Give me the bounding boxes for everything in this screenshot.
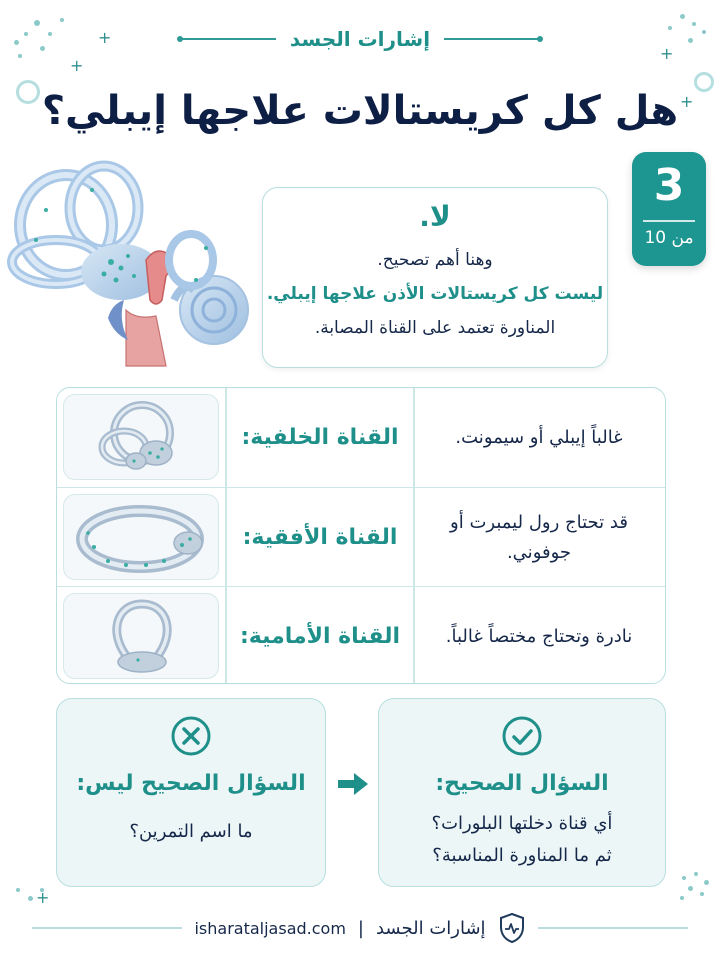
inner-ear-illustration xyxy=(6,150,256,375)
brand-header xyxy=(0,24,720,54)
anterior-canal-image xyxy=(63,593,219,679)
horizontal-canal-image xyxy=(63,494,219,580)
shield-pulse-icon xyxy=(498,912,526,944)
correct-question-line-2: ثم ما المناورة المناسبة؟ xyxy=(432,845,612,866)
correct-question-title: السؤال الصحيح: xyxy=(435,771,609,796)
canal-row-anterior xyxy=(57,586,666,684)
plus-icon: + xyxy=(70,56,84,75)
counter-total: من 10 xyxy=(644,228,694,248)
canal-description: قد تحتاج رول ليمبرت أو جوفوني. xyxy=(450,511,628,563)
answer-line-3: المناورة تعتمد على القناة المصابة. xyxy=(314,318,556,338)
counter-divider xyxy=(643,220,695,222)
column-divider xyxy=(413,388,415,487)
answer-short: لا. xyxy=(419,200,451,233)
counter-number: 3 xyxy=(653,160,685,211)
canal-row-horizontal xyxy=(57,487,666,586)
canal-name: القناة الخلفية: xyxy=(241,425,399,450)
wrong-question-title: السؤال الصحيح ليس: xyxy=(76,771,306,796)
footer-separator: | xyxy=(357,917,364,939)
canal-description: غالباً إيبلي أو سيمونت. xyxy=(455,426,623,448)
posterior-canal-illustration xyxy=(64,395,220,481)
plus-icon: + xyxy=(680,92,694,111)
arrow-right-icon xyxy=(336,770,370,798)
canal-row-posterior xyxy=(57,388,666,487)
correct-question-line-1: أي قناة دخلتها البلورات؟ xyxy=(431,813,613,834)
wrong-question-card xyxy=(56,698,326,887)
page-title: هل كل كريستالات علاجها إيبلي؟ xyxy=(41,88,679,134)
divider-line xyxy=(444,38,539,40)
plus-icon: + xyxy=(36,888,50,907)
wrong-question-line-1: ما اسم التمرين؟ xyxy=(129,821,253,842)
x-circle-icon xyxy=(170,715,212,757)
brand-name: إشارات الجسد xyxy=(289,27,431,51)
footer-website[interactable]: isharataljasad.com xyxy=(194,918,346,938)
answer-line-1: وهنا أهم تصحيح. xyxy=(377,250,493,270)
correct-question-card xyxy=(378,698,666,887)
column-divider xyxy=(413,587,415,684)
canal-name: القناة الأمامية: xyxy=(239,624,401,649)
footer-line xyxy=(538,927,688,929)
footer-line xyxy=(32,927,182,929)
footer-brand-name: إشارات الجسد xyxy=(375,917,486,939)
plus-icon: + xyxy=(98,28,112,47)
footer xyxy=(0,908,720,948)
posterior-canal-image xyxy=(63,394,219,480)
divider-line xyxy=(181,38,276,40)
anterior-canal-illustration xyxy=(64,594,220,680)
canal-name: القناة الأفقية: xyxy=(242,525,398,550)
page-counter-badge xyxy=(632,152,706,266)
column-divider xyxy=(413,488,415,587)
horizontal-canal-illustration xyxy=(64,495,220,581)
answer-line-2: ليست كل كريستالات الأذن علاجها إيبلي. xyxy=(266,284,604,304)
canals-table xyxy=(56,387,666,684)
answer-card xyxy=(262,187,608,368)
plus-icon: + xyxy=(660,44,674,63)
check-circle-icon xyxy=(501,715,543,757)
canal-description: نادرة وتحتاج مختصاً غالباً. xyxy=(445,625,633,647)
